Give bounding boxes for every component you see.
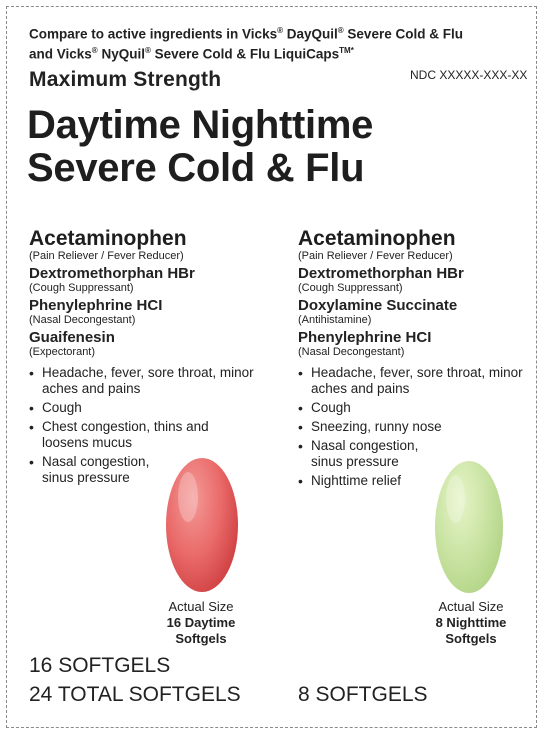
ingredient-name: Guaifenesin xyxy=(29,329,115,346)
nighttime-count: 8 SOFTGELS xyxy=(298,683,428,706)
daytime-softgel-image xyxy=(166,458,238,592)
ingredient-name: Doxylamine Succinate xyxy=(298,297,458,314)
title-line-1: Daytime Nighttime xyxy=(27,103,374,147)
compare-text-2: Severe Cold & Flu xyxy=(343,26,463,42)
ingredient-purpose: (Pain Reliever / Fever Reducer) xyxy=(298,250,453,262)
daytime-column xyxy=(29,228,279,489)
ingredient-purpose: (Nasal Decongestant) xyxy=(298,346,405,358)
list-item: • Nasal congestion, sinus pressure xyxy=(298,438,441,470)
caption-actual-size: Actual Size xyxy=(168,599,234,614)
list-item: • Nasal congestion, sinus pressure xyxy=(29,454,172,486)
ingredient-purpose: (Antihistamine) xyxy=(298,314,372,326)
ingredient-name: Acetaminophen xyxy=(29,227,187,250)
reg-mark: ® xyxy=(91,45,98,55)
ingredient-name: Acetaminophen xyxy=(298,227,456,250)
reg-mark: ® xyxy=(144,45,151,55)
compare-dayquil: DayQuil xyxy=(283,26,338,42)
list-item: • Chest congestion, thins and loosens mucus xyxy=(29,419,212,451)
nighttime-softgel-image xyxy=(435,461,503,593)
list-item: • Headache, fever, sore throat, minor aches and pains xyxy=(298,365,526,397)
nighttime-uses-list xyxy=(298,365,546,489)
ingredient-name: Phenylephrine HCI xyxy=(298,329,432,346)
list-item: • Cough xyxy=(29,400,279,416)
caption-unit: Softgels xyxy=(175,631,227,646)
compare-statement xyxy=(29,23,529,62)
list-item: • Sneezing, runny nose xyxy=(298,419,546,435)
list-item: • Headache, fever, sore throat, minor aches and pains xyxy=(29,365,257,397)
total-count: 24 TOTAL SOFTGELS xyxy=(29,683,241,706)
ingredient-name: Dextromethorphan HBr xyxy=(29,265,195,282)
caption-actual-size: Actual Size xyxy=(438,599,504,614)
list-item: • Nighttime relief xyxy=(298,473,546,489)
ingredient-purpose: (Expectorant) xyxy=(29,346,96,358)
reg-mark: ® xyxy=(337,26,344,35)
ingredient-purpose: (Cough Suppressant) xyxy=(29,282,134,294)
compare-text-3: and Vicks xyxy=(29,46,92,61)
ndc-number: NDC XXXXX-XXX-XX xyxy=(410,68,528,82)
compare-nyquil: NyQuil xyxy=(97,46,145,61)
compare-text-4: Severe Cold & Flu LiquiCaps xyxy=(150,46,340,61)
ingredient-purpose: (Cough Suppressant) xyxy=(298,282,403,294)
maximum-strength: Maximum Strength xyxy=(29,68,222,91)
list-item: • Cough xyxy=(298,400,546,416)
nighttime-caption xyxy=(411,599,531,647)
daytime-uses-list xyxy=(29,365,279,486)
title-line-2: Severe Cold & Flu xyxy=(27,146,365,190)
ingredient-name: Dextromethorphan HBr xyxy=(298,265,464,282)
caption-count: 8 Nighttime xyxy=(435,615,507,630)
product-title xyxy=(27,104,373,190)
ingredient-purpose: (Pain Reliever / Fever Reducer) xyxy=(29,250,184,262)
caption-unit: Softgels xyxy=(445,631,497,646)
reg-mark: ® xyxy=(277,26,283,35)
compare-text-1: Compare to active ingredients in Vicks xyxy=(29,26,278,42)
caption-count: 16 Daytime xyxy=(166,615,236,630)
tm-mark: TM* xyxy=(339,45,354,55)
nighttime-column xyxy=(298,228,546,492)
ingredient-purpose: (Nasal Decongestant) xyxy=(29,314,136,326)
ingredient-name: Phenylephrine HCI xyxy=(29,297,163,314)
daytime-count: 16 SOFTGELS xyxy=(29,654,171,677)
daytime-caption xyxy=(141,599,261,647)
